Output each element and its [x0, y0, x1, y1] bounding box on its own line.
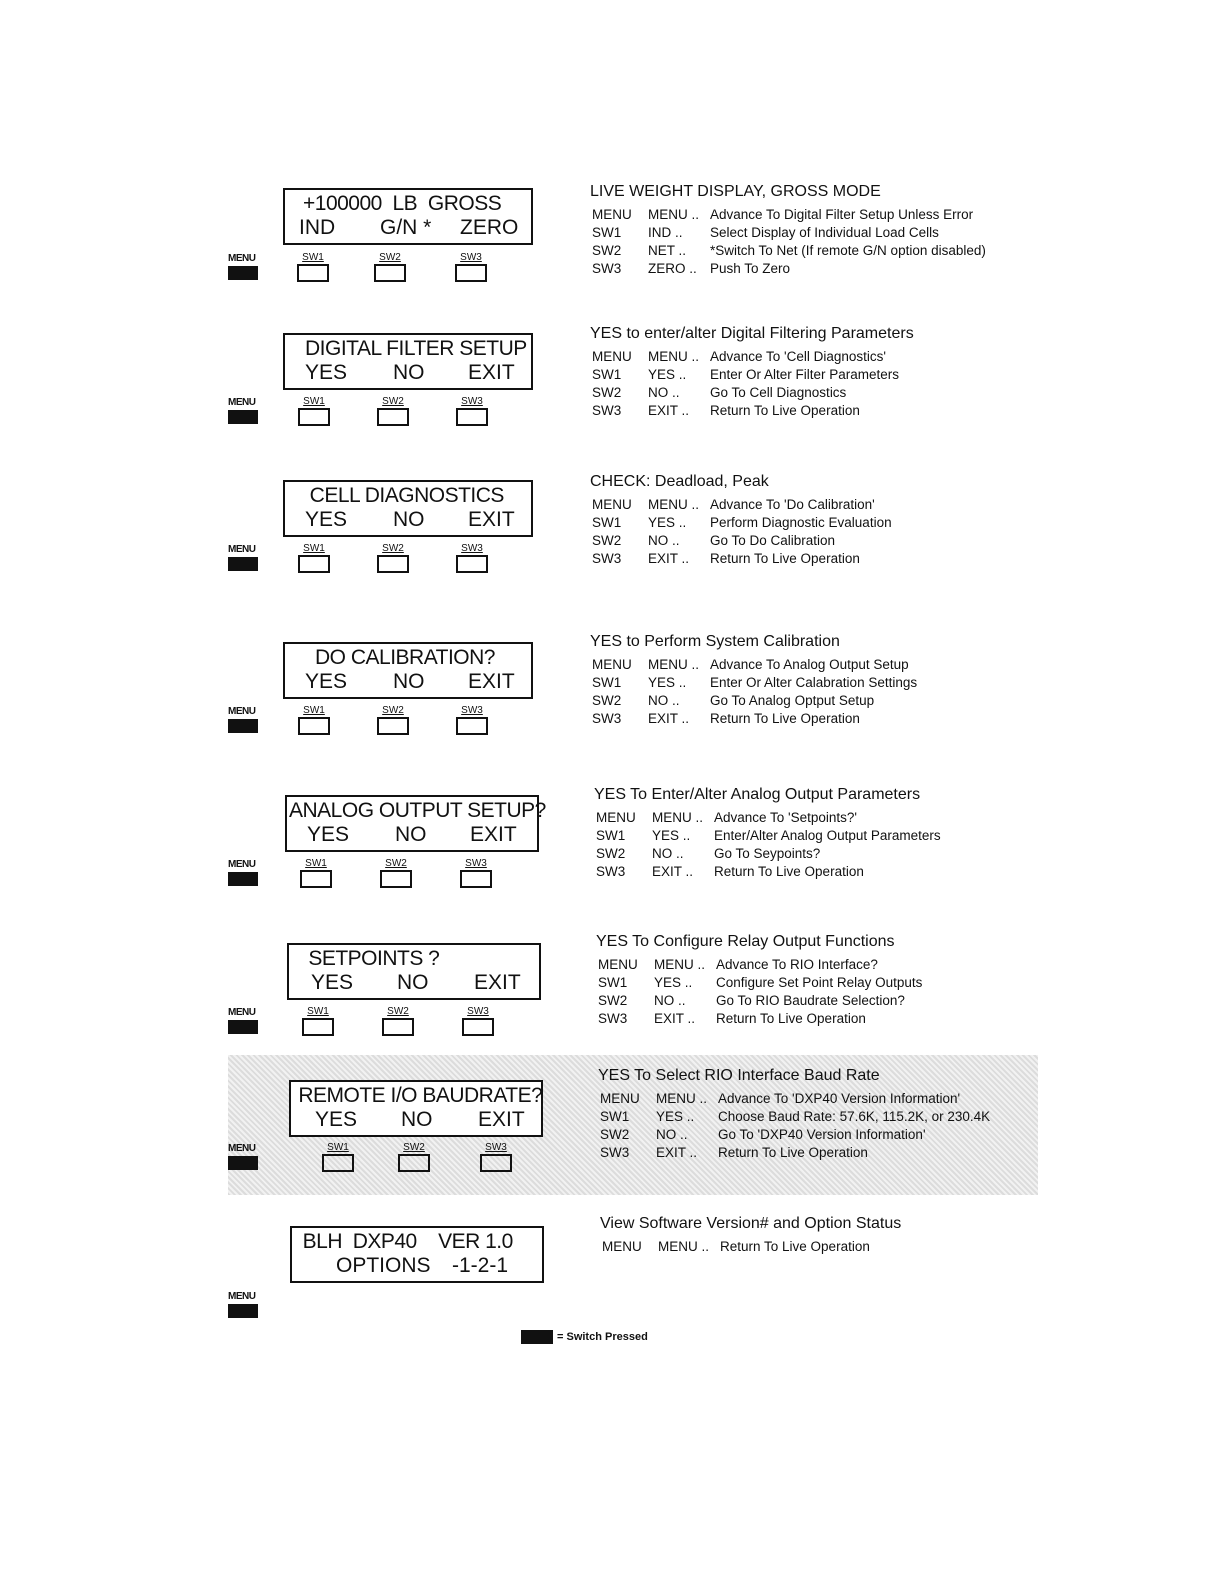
menu-key[interactable]	[228, 545, 258, 571]
sw2-box	[398, 1154, 430, 1172]
row-desc: Go To 'DXP40 Version Information'	[718, 1127, 926, 1142]
row-key: SW2	[592, 693, 622, 708]
lcd-no-label: NO	[397, 971, 429, 994]
row-value: EXIT ..	[656, 1145, 698, 1160]
row-value: ZERO ..	[648, 261, 697, 276]
row-desc: Configure Set Point Relay Outputs	[716, 975, 923, 990]
sw3-box	[460, 870, 492, 888]
row-value: NO ..	[654, 993, 686, 1008]
sw2-label: SW2	[382, 396, 404, 407]
lcd-line-1: SETPOINTS ?	[303, 947, 440, 970]
row-key: MENU	[602, 1239, 642, 1254]
menu-key[interactable]	[228, 1292, 258, 1318]
lcd-line-1: DIGITAL FILTER SETUP	[305, 337, 527, 360]
sw1-button[interactable]	[300, 858, 332, 888]
table-row	[598, 1090, 990, 1108]
row-desc: Advance To Digital Filter Setup Unless Error	[710, 207, 974, 222]
row-key: SW1	[592, 515, 622, 530]
sw1-label: SW1	[305, 858, 327, 869]
lcd-display	[283, 333, 533, 390]
row-desc: Advance To 'Setpoints?'	[714, 810, 858, 825]
row-key: SW1	[596, 828, 626, 843]
description	[590, 324, 1040, 420]
lcd-no-label: NO	[393, 508, 425, 531]
sw3-button[interactable]	[456, 396, 488, 426]
row-key: SW1	[598, 975, 628, 990]
row-value: MENU ..	[654, 957, 706, 972]
menu-key-label: MENU	[228, 1143, 256, 1154]
row-key: SW2	[600, 1127, 630, 1142]
sw1-box	[302, 1018, 334, 1036]
sw3-box	[456, 717, 488, 735]
row-desc: Go To Cell Diagnostics	[710, 385, 847, 400]
sw2-label: SW2	[379, 252, 401, 263]
row-value: NO ..	[656, 1127, 688, 1142]
row-value: NO ..	[652, 846, 684, 861]
sw3-box	[480, 1154, 512, 1172]
sw3-box	[462, 1018, 494, 1036]
sw3-label: SW3	[467, 1006, 489, 1017]
lcd-line-1: +100000 LB GROSS	[303, 192, 502, 215]
row-desc: Return To Live Operation	[714, 864, 864, 879]
row-key: SW2	[598, 993, 628, 1008]
row-desc: Enter/Alter Analog Output Parameters	[714, 828, 941, 843]
row-desc: Return To Live Operation	[716, 1011, 866, 1026]
lcd-options-label: OPTIONS	[336, 1254, 431, 1277]
menu-key[interactable]	[228, 1144, 258, 1170]
description	[590, 632, 1040, 728]
menu-key-pressed	[228, 1020, 258, 1034]
lcd-exit-label: EXIT	[468, 670, 515, 693]
table-row	[594, 809, 941, 827]
row-key: SW1	[592, 675, 622, 690]
lcd-exit-label: EXIT	[474, 971, 521, 994]
description	[596, 932, 1046, 1028]
table-row	[590, 496, 892, 514]
menu-key-label: MENU	[228, 397, 256, 408]
menu-key-label: MENU	[228, 706, 256, 717]
lcd-yes-label: YES	[305, 670, 348, 693]
sw1-box	[298, 408, 330, 426]
table-row	[590, 514, 892, 532]
row-key: MENU	[592, 349, 632, 364]
description	[594, 785, 1044, 881]
row-value: EXIT ..	[648, 711, 690, 726]
table-row	[596, 974, 922, 992]
row-key: SW3	[592, 711, 622, 726]
description-heading: YES to Perform System Calibration	[590, 633, 840, 650]
menu-key-label: MENU	[228, 1291, 256, 1302]
key-table	[594, 809, 941, 881]
sw1-box	[298, 717, 330, 735]
lcd-yes-label: YES	[305, 361, 348, 384]
key-table	[590, 656, 917, 728]
row-value: EXIT ..	[654, 1011, 696, 1026]
description	[598, 1066, 1048, 1162]
menu-key-pressed	[228, 1156, 258, 1170]
row-key: MENU	[592, 657, 632, 672]
row-value: EXIT ..	[652, 864, 694, 879]
sw1-label: SW1	[307, 1006, 329, 1017]
sw3-label: SW3	[461, 705, 483, 716]
table-row	[596, 992, 922, 1010]
sw3-label: SW3	[461, 396, 483, 407]
table-row	[598, 1108, 990, 1126]
key-table	[590, 206, 986, 278]
row-key: MENU	[598, 957, 638, 972]
sw2-label: SW2	[385, 858, 407, 869]
row-desc: Push To Zero	[710, 261, 791, 276]
description-heading: LIVE WEIGHT DISPLAY, GROSS MODE	[590, 183, 881, 200]
row-desc: Advance To 'DXP40 Version Information'	[718, 1091, 961, 1106]
row-desc: Return To Live Operation	[718, 1145, 868, 1160]
sw2-button[interactable]	[380, 858, 412, 888]
lcd-display	[287, 943, 541, 1000]
sw1-button[interactable]	[298, 543, 330, 573]
row-key: SW2	[592, 533, 622, 548]
lcd-yes-label: YES	[311, 971, 354, 994]
sw2-box	[377, 408, 409, 426]
legend	[521, 1328, 648, 1346]
row-desc: Go To Do Calibration	[710, 533, 836, 548]
row-key: SW1	[600, 1109, 630, 1124]
row-desc: *Switch To Net (If remote G/N option disabled)	[710, 243, 986, 258]
menu-key[interactable]	[228, 398, 258, 424]
row-desc: Enter Or Alter Calabration Settings	[710, 675, 918, 690]
row-value: MENU ..	[648, 207, 700, 222]
table-row	[594, 863, 941, 881]
row-desc: Return To Live Operation	[710, 711, 860, 726]
sw2-label: SW2	[403, 1142, 425, 1153]
row-key: MENU	[592, 497, 632, 512]
row-key: SW3	[596, 864, 626, 879]
sw1-button[interactable]	[302, 1006, 334, 1036]
sw2-box	[377, 717, 409, 735]
sw3-label: SW3	[461, 543, 483, 554]
lcd-display	[289, 1080, 543, 1137]
sw3-label: SW3	[485, 1142, 507, 1153]
row-key: SW2	[596, 846, 626, 861]
row-key: SW1	[592, 367, 622, 382]
row-desc: Go To Seypoints?	[714, 846, 821, 861]
menu-key-pressed	[228, 557, 258, 571]
row-desc: Go To RIO Baudrate Selection?	[716, 993, 905, 1008]
sw1-button[interactable]	[298, 705, 330, 735]
sw1-label: SW1	[302, 252, 324, 263]
description-heading: CHECK: Deadload, Peak	[590, 473, 769, 490]
row-desc: Choose Baud Rate: 57.6K, 115.2K, or 230.4K	[718, 1109, 991, 1124]
menu-key-pressed	[228, 410, 258, 424]
sw3-button[interactable]	[460, 858, 492, 888]
row-key: MENU	[592, 207, 632, 222]
row-value: MENU ..	[656, 1091, 708, 1106]
lcd-display	[283, 188, 533, 245]
table-row	[594, 827, 941, 845]
sw2-button[interactable]	[377, 543, 409, 573]
row-key: SW3	[598, 1011, 628, 1026]
table-row	[590, 384, 899, 402]
sw1-label: SW1	[303, 705, 325, 716]
sw2-box	[380, 870, 412, 888]
table-row	[590, 242, 986, 260]
menu-key[interactable]	[228, 254, 258, 280]
row-value: MENU ..	[648, 657, 700, 672]
sw3-button[interactable]	[456, 543, 488, 573]
legend-text: = Switch Pressed	[557, 1330, 648, 1343]
key-table	[590, 496, 892, 568]
row-desc: Advance To 'Cell Diagnostics'	[710, 349, 886, 364]
lcd-exit-label: EXIT	[468, 361, 515, 384]
description-heading: YES To Configure Relay Output Functions	[596, 933, 895, 950]
description	[590, 472, 1040, 568]
row-key: SW2	[592, 385, 622, 400]
sw2-box	[374, 264, 406, 282]
row-key: MENU	[596, 810, 636, 825]
description-heading: YES to enter/alter Digital Filtering Parameters	[590, 325, 914, 342]
table-row	[590, 366, 899, 384]
table-row	[590, 348, 899, 366]
row-value: EXIT ..	[648, 403, 690, 418]
table-row	[590, 710, 917, 728]
lcd-no-label: NO	[393, 361, 425, 384]
row-value: IND ..	[648, 225, 683, 240]
menu-key-pressed	[228, 1304, 258, 1318]
lcd-line-1: BLH DXP40 VER 1.0	[292, 1230, 513, 1253]
sw3-button[interactable]	[462, 1006, 494, 1036]
row-value: MENU ..	[648, 349, 700, 364]
sw1-box	[322, 1154, 354, 1172]
lcd-line-1: REMOTE I/O BAUDRATE?	[293, 1084, 543, 1107]
row-desc: Advance To Analog Output Setup	[710, 657, 909, 672]
row-key: SW1	[592, 225, 622, 240]
row-value: YES ..	[648, 675, 687, 690]
lcd-display	[285, 795, 546, 852]
sw1-button[interactable]	[322, 1142, 354, 1172]
table-row	[590, 402, 899, 420]
description	[600, 1214, 1050, 1256]
menu-key[interactable]	[228, 707, 258, 733]
menu-key-label: MENU	[228, 859, 256, 870]
row-value: MENU ..	[658, 1239, 710, 1254]
sw1-button[interactable]	[298, 396, 330, 426]
table-row	[590, 692, 917, 710]
row-desc: Select Display of Individual Load Cells	[710, 225, 939, 240]
sw1-box	[298, 555, 330, 573]
sw3-label: SW3	[460, 252, 482, 263]
sw1-label: SW1	[303, 543, 325, 554]
row-value: NO ..	[648, 385, 680, 400]
row-desc: Return To Live Operation	[710, 551, 860, 566]
lcd-yes-label: YES	[307, 823, 350, 846]
table-row	[590, 674, 917, 692]
lcd-no-label: NO	[395, 823, 427, 846]
table-row	[598, 1144, 990, 1162]
sw2-button[interactable]	[382, 1006, 414, 1036]
row-key: SW3	[600, 1145, 630, 1160]
table-row	[590, 260, 986, 278]
sw1-label: SW1	[303, 396, 325, 407]
menu-key-pressed	[228, 719, 258, 733]
lcd-ind-label: IND	[299, 216, 336, 239]
menu-key[interactable]	[228, 1008, 258, 1034]
lcd-exit-label: EXIT	[468, 508, 515, 531]
table-row	[590, 206, 986, 224]
sw2-box	[382, 1018, 414, 1036]
lcd-display	[290, 1226, 544, 1283]
row-key: SW3	[592, 551, 622, 566]
lcd-no-label: NO	[393, 670, 425, 693]
table-row	[600, 1238, 870, 1256]
row-desc: Advance To RIO Interface?	[716, 957, 878, 972]
description	[590, 182, 1040, 278]
table-row	[596, 956, 922, 974]
key-table	[596, 956, 922, 1028]
sw3-button[interactable]	[480, 1142, 512, 1172]
sw3-label: SW3	[465, 858, 487, 869]
row-desc: Go To Analog Optput Setup	[710, 693, 875, 708]
menu-key-pressed	[228, 872, 258, 886]
menu-key-label: MENU	[228, 253, 256, 264]
sw2-label: SW2	[387, 1006, 409, 1017]
table-row	[590, 532, 892, 550]
sw2-label: SW2	[382, 543, 404, 554]
row-key: SW3	[592, 261, 622, 276]
sw2-box	[377, 555, 409, 573]
lcd-zero-label: ZERO	[460, 216, 519, 239]
table-row	[590, 224, 986, 242]
sw1-box	[297, 264, 329, 282]
row-desc: Enter Or Alter Filter Parameters	[710, 367, 900, 382]
sw3-button[interactable]	[455, 252, 487, 282]
lcd-exit-label: EXIT	[470, 823, 517, 846]
row-desc: Advance To 'Do Calibration'	[710, 497, 875, 512]
sw2-button[interactable]	[377, 705, 409, 735]
lcd-yes-label: YES	[305, 508, 348, 531]
row-value: YES ..	[648, 515, 687, 530]
row-value: MENU ..	[652, 810, 704, 825]
description-heading: View Software Version# and Option Status	[600, 1215, 902, 1232]
lcd-display	[283, 480, 533, 537]
row-value: EXIT ..	[648, 551, 690, 566]
table-row	[598, 1126, 990, 1144]
table-row	[590, 550, 892, 568]
lcd-gn-label: G/N *	[380, 216, 432, 239]
row-value: YES ..	[652, 828, 691, 843]
row-desc: Return To Live Operation	[710, 403, 860, 418]
sw2-button[interactable]	[374, 252, 406, 282]
menu-key-pressed	[228, 266, 258, 280]
lcd-option-status: -1-2-1	[452, 1254, 509, 1277]
menu-key-label: MENU	[228, 544, 256, 555]
sw3-box	[455, 264, 487, 282]
table-row	[594, 845, 941, 863]
lcd-exit-label: EXIT	[478, 1108, 525, 1131]
menu-key-label: MENU	[228, 1007, 256, 1018]
sw1-label: SW1	[327, 1142, 349, 1153]
sw2-label: SW2	[382, 705, 404, 716]
lcd-line-1: CELL DIAGNOSTICS	[299, 484, 504, 507]
row-desc: Perform Diagnostic Evaluation	[710, 515, 892, 530]
row-value: NO ..	[648, 533, 680, 548]
lcd-display	[283, 642, 533, 699]
row-value: YES ..	[654, 975, 693, 990]
sw1-button[interactable]	[297, 252, 329, 282]
table-row	[596, 1010, 922, 1028]
sw1-box	[300, 870, 332, 888]
row-value: NET ..	[648, 243, 687, 258]
key-table	[598, 1090, 990, 1162]
description-heading: YES To Enter/Alter Analog Output Parameters	[594, 786, 921, 803]
sw3-box	[456, 555, 488, 573]
lcd-yes-label: YES	[315, 1108, 358, 1131]
row-key: SW3	[592, 403, 622, 418]
sw3-button[interactable]	[456, 705, 488, 735]
key-table	[590, 348, 899, 420]
table-row	[590, 656, 917, 674]
row-key: MENU	[600, 1091, 640, 1106]
sw2-button[interactable]	[398, 1142, 430, 1172]
row-key: SW2	[592, 243, 622, 258]
row-value: MENU ..	[648, 497, 700, 512]
row-value: YES ..	[656, 1109, 695, 1124]
lcd-line-1: DO CALIBRATION?	[299, 646, 495, 669]
menu-key[interactable]	[228, 860, 258, 886]
description-heading: YES To Select RIO Interface Baud Rate	[598, 1067, 880, 1084]
pressed-switch-swatch	[521, 1330, 553, 1344]
row-value: YES ..	[648, 367, 687, 382]
lcd-no-label: NO	[401, 1108, 433, 1131]
row-value: NO ..	[648, 693, 680, 708]
row-desc: Return To Live Operation	[720, 1239, 870, 1254]
key-table	[600, 1238, 870, 1256]
sw3-box	[456, 408, 488, 426]
sw2-button[interactable]	[377, 396, 409, 426]
lcd-line-1: ANALOG OUTPUT SETUP?	[289, 799, 546, 822]
